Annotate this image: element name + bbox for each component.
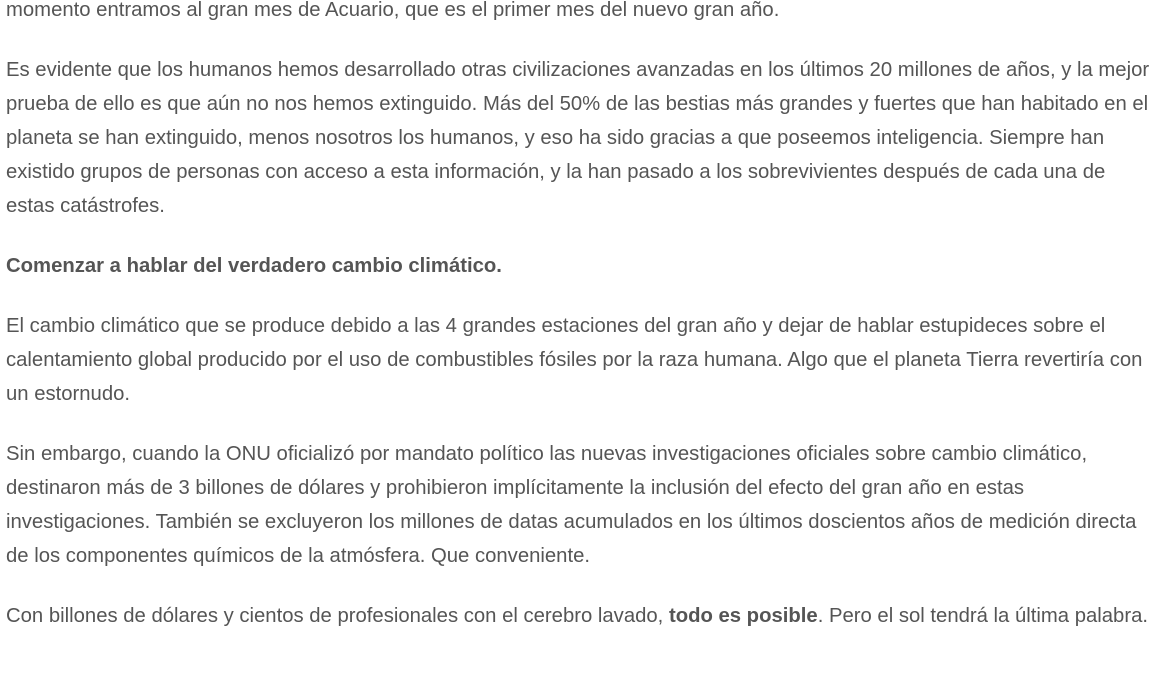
paragraph-acuario: momento entramos al gran mes de Acuario, que es el primer mes del nuevo gran año. bbox=[6, 0, 780, 21]
paragraph-cambio-climatico: El cambio climático que se produce debido a las 4 grandes estaciones del gran año y dejar de hablar estupideces sobre el calentamiento global producido por el uso de combustibles fósiles por la raza humana. Algo que el planeta Tierra revertiría con un estornudo. bbox=[6, 315, 1143, 405]
article-body bbox=[6, 0, 1151, 659]
section-heading: Comenzar a hablar del verdadero cambio climático. bbox=[6, 255, 502, 277]
conclusion-text-after: . Pero el sol tendrá la última palabra. bbox=[817, 605, 1149, 627]
conclusion-bold-text: todo es posible bbox=[668, 605, 818, 627]
paragraph-onu: Sin embargo, cuando la ONU oficializó por mandato político las nuevas investigaciones oficiales sobre cambio climático, destinaron más de 3 billones de dólares y prohibieron implícitamente la inclusión del efecto del gran año en estas investigaciones. También se excluyeron los millones de datas acumulados en los últimos doscientos años de medición directa de los componentes químicos de la atmósfera. Que conveniente. bbox=[6, 443, 1137, 567]
paragraph-conclusion bbox=[6, 599, 1151, 633]
paragraph-civilizaciones: Es evidente que los humanos hemos desarrollado otras civilizaciones avanzadas en los últimos 20 millones de años, y la mejor prueba de ello es que aún no nos hemos extinguido. Más del 50% de las bestias más grandes y fuertes que han habitado en el planeta se han extinguido, menos nosotros los humanos, y eso ha sido gracias a que poseemos inteligencia. Siempre han existido grupos de personas con acceso a esta información, y la han pasado a los sobrevivientes después de cada una de estas catástrofes. bbox=[6, 59, 1150, 217]
conclusion-text-before: Con billones de dólares y cientos de profesionales con el cerebro lavado, bbox=[6, 605, 669, 627]
